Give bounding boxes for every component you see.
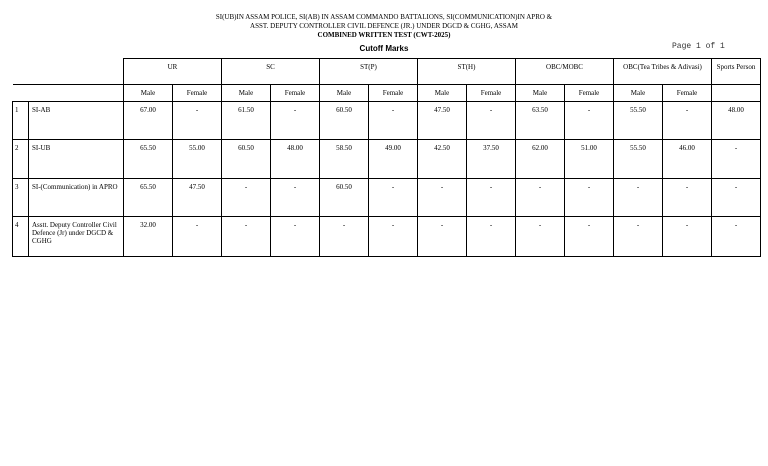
cutoff-cell: 60.50 (320, 102, 369, 140)
cutoff-cell: 60.50 (222, 140, 271, 179)
cutoff-cell: - (369, 217, 418, 257)
category-header: Sports Person (712, 59, 761, 85)
gender-header: Male (516, 85, 565, 102)
cutoff-cell: 62.00 (516, 140, 565, 179)
cutoff-cell: 49.00 (369, 140, 418, 179)
cutoff-cell: - (467, 102, 516, 140)
cutoff-cell: - (369, 179, 418, 217)
cutoff-cell: - (712, 217, 761, 257)
table-row (13, 140, 761, 179)
category-header: ST(P) (320, 59, 418, 85)
category-header-row (13, 59, 761, 85)
cutoff-cell: 63.50 (516, 102, 565, 140)
cutoff-cell: 47.50 (418, 102, 467, 140)
cutoff-cell: - (516, 217, 565, 257)
gender-header: Female (467, 85, 516, 102)
gender-header: Male (320, 85, 369, 102)
cutoff-cell: 67.00 (124, 102, 173, 140)
cutoff-cell: 55.00 (173, 140, 222, 179)
serial-number: 3 (13, 179, 29, 217)
cutoff-cell: 55.50 (614, 140, 663, 179)
cutoff-cell: 65.50 (124, 140, 173, 179)
post-name: SI-(Communication) in APRO (29, 179, 124, 217)
gender-header: Female (369, 85, 418, 102)
header-blank-cell (13, 59, 124, 85)
cutoff-cell: - (467, 217, 516, 257)
page-subtitle: Cutoff Marks (359, 44, 409, 53)
gender-header: Male (124, 85, 173, 102)
cutoff-cell: - (565, 102, 614, 140)
category-header: UR (124, 59, 222, 85)
cutoff-cell: 65.50 (124, 179, 173, 217)
cutoff-cell: 48.00 (712, 102, 761, 140)
cutoff-cell: - (222, 217, 271, 257)
cutoff-cell: 55.50 (614, 102, 663, 140)
category-header: ST(H) (418, 59, 516, 85)
cutoff-cell: 46.00 (663, 140, 712, 179)
cutoff-cell: - (271, 179, 320, 217)
cutoff-cell: 61.50 (222, 102, 271, 140)
cutoff-cell: - (565, 179, 614, 217)
cutoff-cell: 51.00 (565, 140, 614, 179)
cutoff-table (12, 58, 761, 257)
cutoff-cell: - (320, 217, 369, 257)
category-header: OBC(Tea Tribes & Adivasi) (614, 59, 712, 85)
post-name: Asstt. Deputy Controller Civil Defence (Jr) under DGCD & CGHG (29, 217, 124, 257)
gender-header: Male (614, 85, 663, 102)
gender-header-blank (712, 85, 761, 102)
cutoff-cell: 58.50 (320, 140, 369, 179)
serial-number: 2 (13, 140, 29, 179)
table-row (13, 179, 761, 217)
cutoff-cell: - (467, 179, 516, 217)
cutoff-cell: - (271, 102, 320, 140)
gender-header: Female (271, 85, 320, 102)
gender-header: Female (663, 85, 712, 102)
gender-header: Male (222, 85, 271, 102)
post-name: SI-AB (29, 102, 124, 140)
cutoff-cell: - (614, 217, 663, 257)
cutoff-cell: - (565, 217, 614, 257)
cutoff-cell: - (369, 102, 418, 140)
gender-header-row (13, 85, 761, 102)
cutoff-cell: 48.00 (271, 140, 320, 179)
cutoff-cell: - (663, 217, 712, 257)
cutoff-cell: 32.00 (124, 217, 173, 257)
cutoff-cell: 47.50 (173, 179, 222, 217)
cutoff-cell: 60.50 (320, 179, 369, 217)
cutoff-cell: - (418, 179, 467, 217)
category-header: SC (222, 59, 320, 85)
cutoff-cell: 37.50 (467, 140, 516, 179)
serial-number: 1 (13, 102, 29, 140)
cutoff-cell: - (222, 179, 271, 217)
cutoff-cell: - (663, 179, 712, 217)
post-name: SI-UB (29, 140, 124, 179)
gender-header: Female (565, 85, 614, 102)
header-line-2: ASST. DEPUTY CONTROLLER CIVIL DEFENCE (JR.) UNDER DGCD & CGHG, ASSAM (250, 22, 518, 30)
cutoff-cell: - (418, 217, 467, 257)
cutoff-cell: - (712, 140, 761, 179)
table-row (13, 217, 761, 257)
cutoff-cell: - (614, 179, 663, 217)
cutoff-cell: 42.50 (418, 140, 467, 179)
cutoff-cell: - (712, 179, 761, 217)
cutoff-cell: - (173, 217, 222, 257)
page-number: Page 1 of 1 (672, 42, 725, 51)
serial-number: 4 (13, 217, 29, 257)
cutoff-cell: - (516, 179, 565, 217)
gender-header: Female (173, 85, 222, 102)
gender-header: Male (418, 85, 467, 102)
cutoff-cell: - (173, 102, 222, 140)
cutoff-cell: - (271, 217, 320, 257)
header-line-1: SI(UB)IN ASSAM POLICE, SI(AB) IN ASSAM COMMANDO BATTALIONS, SI(COMMUNICATION)IN APRO & (215, 13, 553, 21)
header-blank-cell (13, 85, 124, 102)
category-header: OBC/MOBC (516, 59, 614, 85)
cutoff-cell: - (663, 102, 712, 140)
table-row (13, 102, 761, 140)
header-line-3: COMBINED WRITTEN TEST (CWT-2025) (317, 31, 451, 39)
